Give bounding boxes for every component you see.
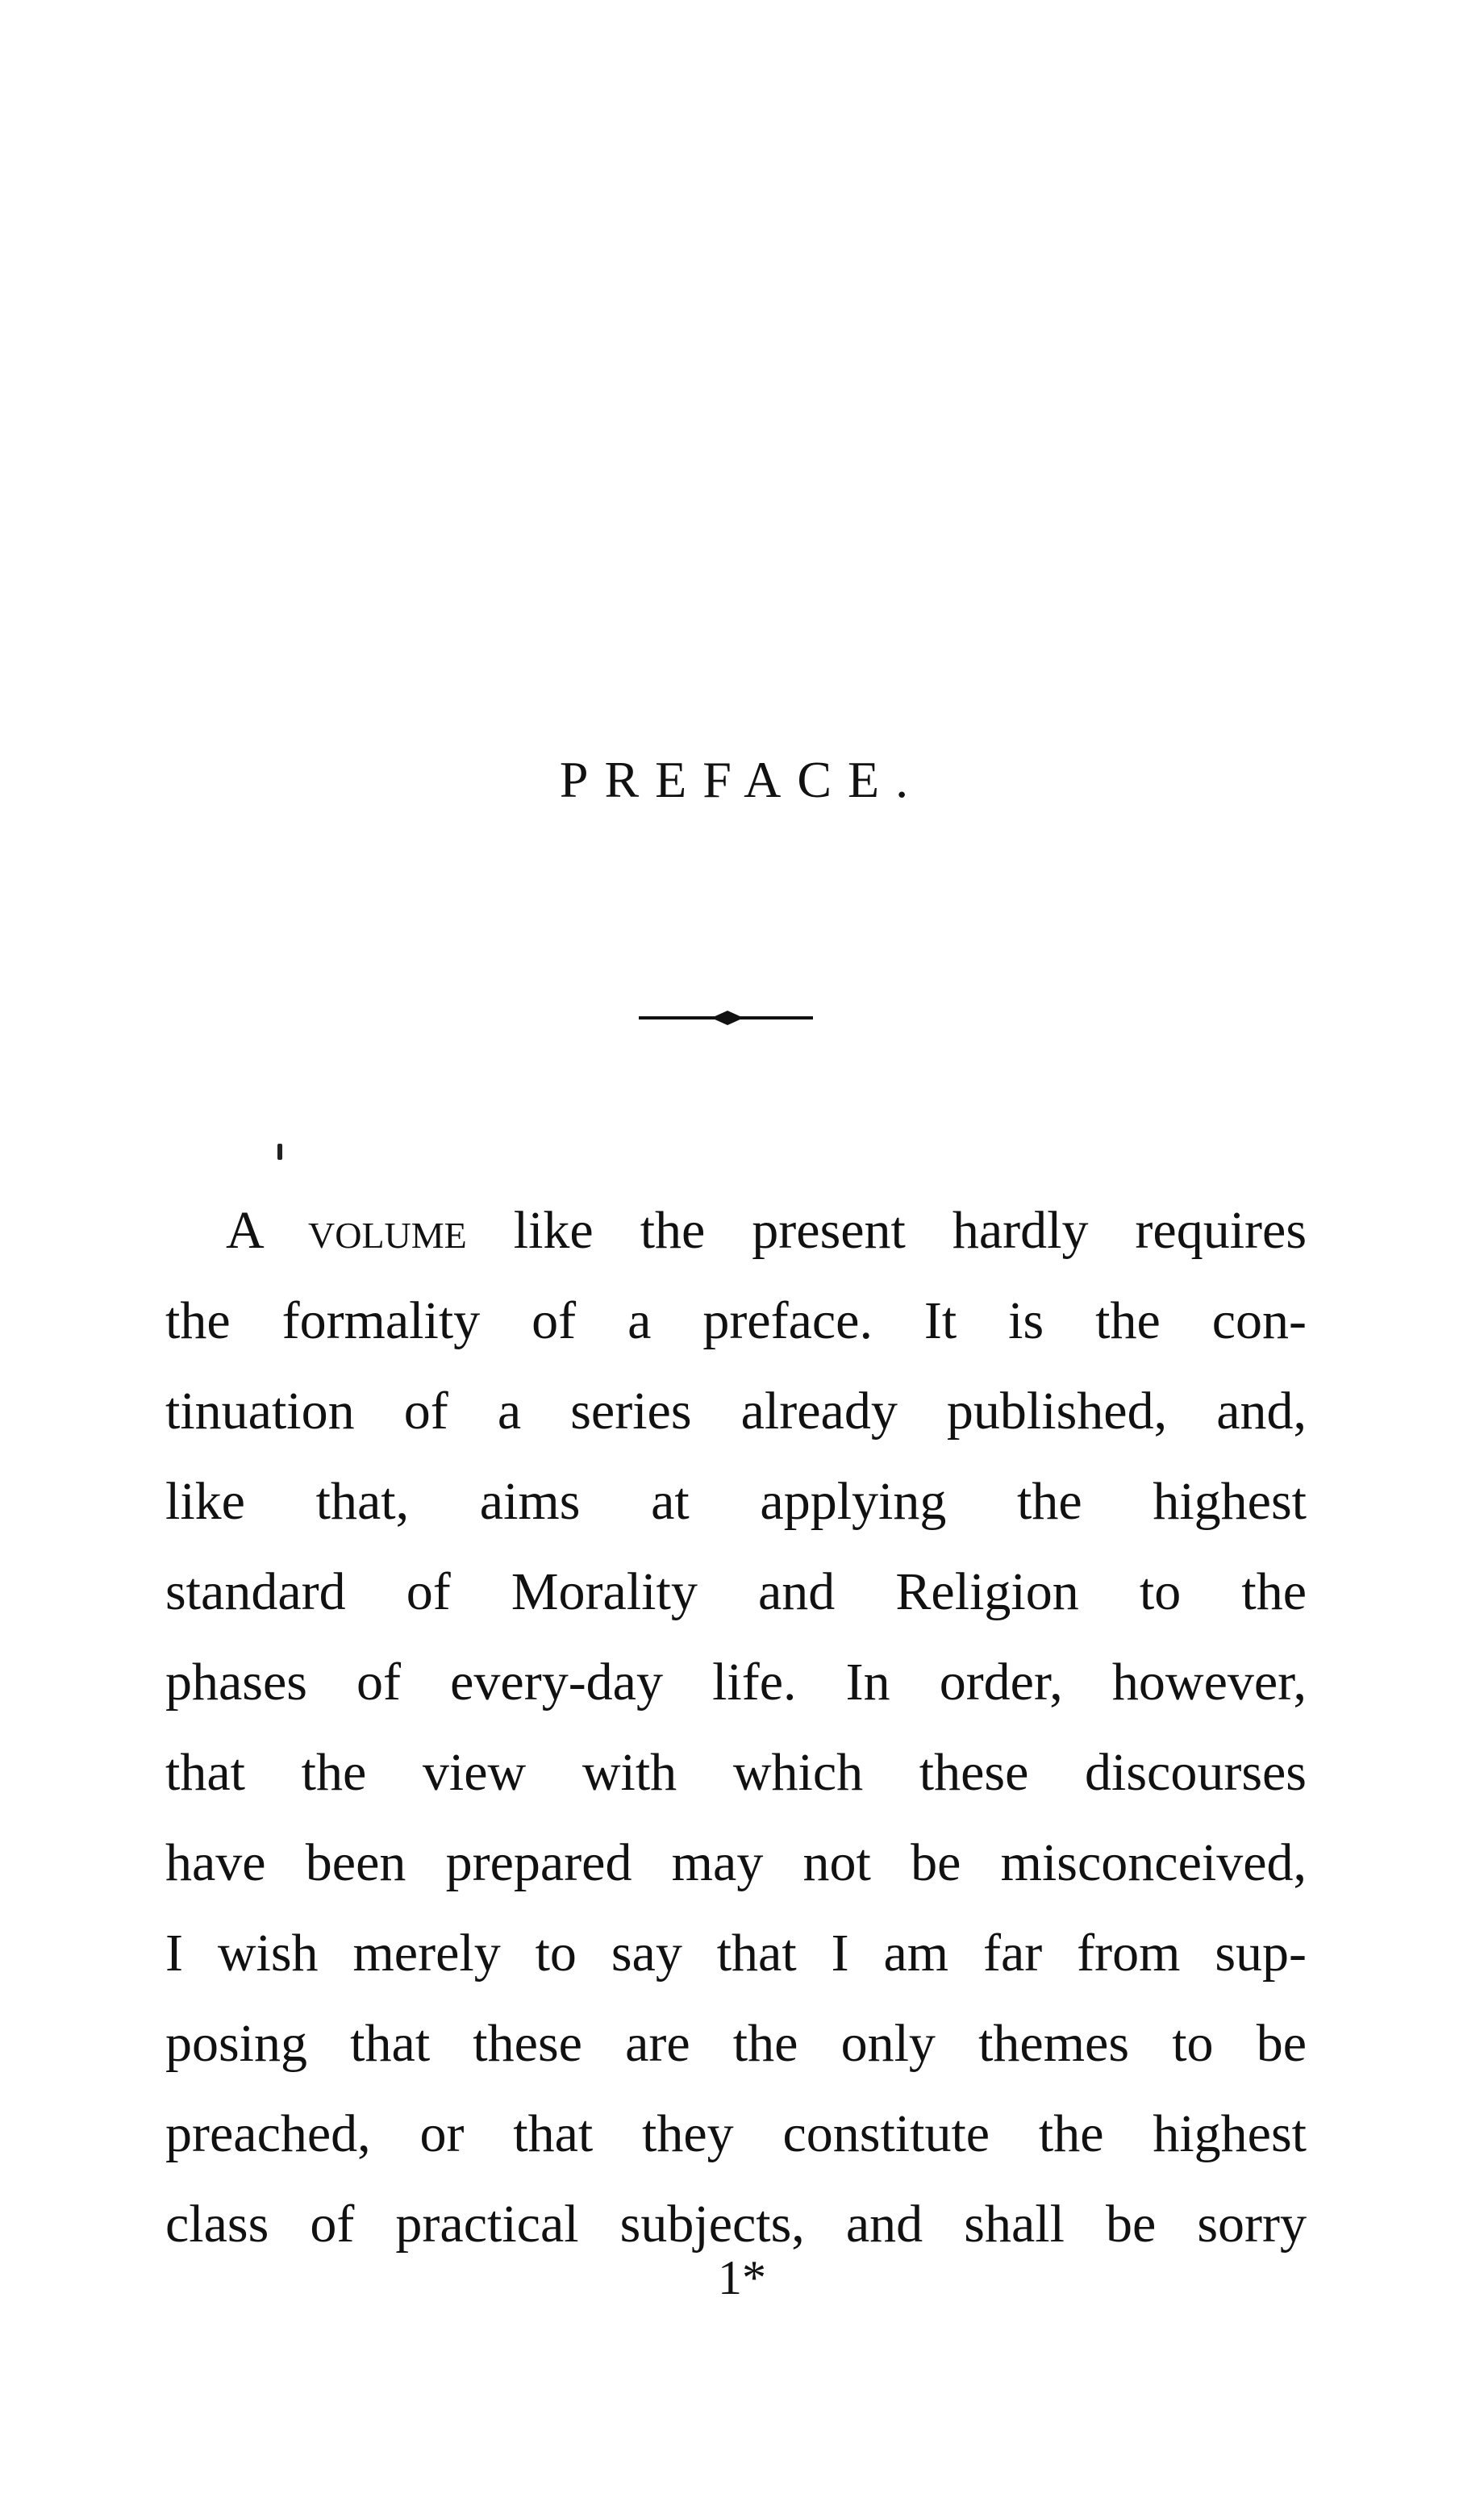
text-line-7: that the view with which these discourses — [165, 1743, 1307, 1802]
text-line-8: have been prepared may not be misconceived, — [165, 1833, 1307, 1892]
page-number: 1* — [718, 2251, 766, 2304]
text-line-6: phases of every-day life. In order, however, — [165, 1653, 1307, 1712]
text-line-11: preached, or that they constitute the highest — [165, 2104, 1307, 2163]
text-line-2: the formality of a preface. It is the con- — [165, 1291, 1307, 1350]
stray-ink-mark — [277, 1144, 282, 1160]
text-line-12: class of practical subjects, and shall be sorry — [165, 2195, 1307, 2254]
first-word-smallcaps: volume — [308, 1201, 467, 1260]
page-title: PREFACE. — [559, 751, 925, 808]
text-line-5: standard of Morality and Religion to the — [165, 1562, 1307, 1621]
text-line-4: like that, aims at applying the highest — [165, 1472, 1307, 1531]
text-line-3: tinuation of a series already published, and, — [165, 1382, 1307, 1441]
first-word: A — [226, 1201, 262, 1260]
text-line-9: I wish merely to say that I am far from sup- — [165, 1924, 1307, 1983]
text-line-10: posing that these are the only themes to be — [165, 2014, 1307, 2073]
ornament-rule-icon — [637, 1002, 815, 1034]
line-1-rest: like the present hardly requires — [466, 1201, 1307, 1260]
preface-body — [165, 1186, 1307, 2270]
text-line-1 — [165, 1186, 1307, 1276]
